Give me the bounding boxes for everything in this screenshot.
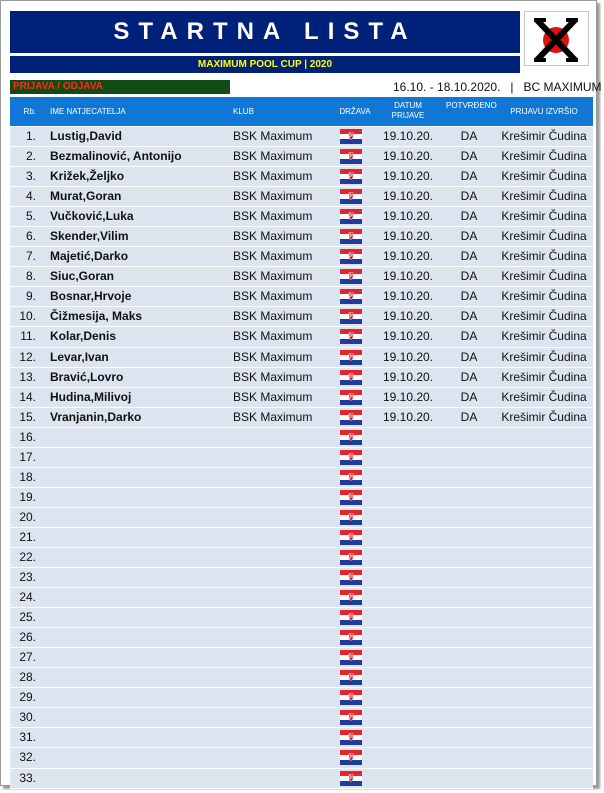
row-number: 22. [19, 549, 36, 564]
country-flag [340, 229, 362, 244]
country-flag [340, 189, 362, 204]
croatia-flag-icon [340, 390, 362, 405]
croatia-flag-icon [340, 450, 362, 465]
confirmation-status: DA [460, 169, 478, 184]
confirmation-status: DA [460, 269, 478, 284]
participant-club: BSK Maximum [233, 129, 313, 143]
registered-by: Krešimir Čudina [501, 149, 587, 164]
participant-name: Kolar,Denis [50, 329, 117, 344]
table-row [10, 307, 593, 327]
row-number: 4. [25, 189, 36, 204]
participant-club: BSK Maximum [233, 389, 313, 404]
participant-club: BSK Maximum [233, 309, 313, 324]
registration-date: 19.10.20. [382, 209, 434, 224]
confirmation-status: DA [460, 409, 478, 424]
event-subtitle: MAXIMUM POOL CUP | 2020 [10, 56, 520, 73]
logo-icon [525, 12, 588, 65]
table-row [10, 408, 593, 428]
participant-list [10, 127, 593, 789]
registration-date: 19.10.20. [382, 409, 434, 424]
croatia-flag-icon [340, 229, 362, 244]
participant-club: BSK Maximum [233, 289, 313, 304]
row-number: 12. [19, 349, 36, 364]
row-number: 5. [25, 209, 36, 224]
croatia-flag-icon [340, 750, 362, 765]
table-row [10, 648, 593, 668]
country-flag [340, 690, 362, 705]
row-number: 8. [25, 269, 36, 284]
table-row [10, 267, 593, 287]
row-number: 27. [19, 650, 36, 665]
participant-club: BSK Maximum [233, 349, 313, 364]
row-number: 15. [19, 409, 36, 424]
confirmation-status: DA [460, 349, 478, 364]
country-flag [340, 550, 362, 565]
confirmation-status: DA [460, 309, 478, 324]
country-flag [340, 350, 362, 365]
table-row [10, 708, 593, 728]
row-number: 28. [19, 670, 36, 685]
participant-name: Vranjanin,Darko [50, 409, 142, 424]
country-flag [340, 209, 362, 224]
croatia-flag-icon [340, 590, 362, 605]
row-number: 32. [19, 750, 36, 765]
country-flag [340, 510, 362, 525]
country-flag [340, 169, 362, 184]
country-flag [340, 610, 362, 625]
col-club: KLUB [233, 107, 254, 116]
row-number: 1. [25, 129, 36, 143]
registration-date: 19.10.20. [382, 389, 434, 404]
participant-name: Skender,Vilim [50, 229, 129, 244]
registered-by: Krešimir Čudina [501, 229, 587, 244]
croatia-flag-icon [340, 249, 362, 264]
participant-name: Vučković,Luka [50, 209, 134, 224]
participant-club: BSK Maximum [233, 329, 313, 344]
table-row [10, 588, 593, 608]
registered-by: Krešimir Čudina [501, 289, 587, 304]
table-row [10, 187, 593, 207]
country-flag [340, 370, 362, 385]
croatia-flag-icon [340, 169, 362, 184]
country-flag [340, 269, 362, 284]
table-row [10, 127, 593, 147]
country-flag [340, 309, 362, 324]
table-row [10, 688, 593, 708]
table-row [10, 628, 593, 648]
country-flag [340, 590, 362, 605]
croatia-flag-icon [340, 570, 362, 585]
participant-club: BSK Maximum [233, 409, 313, 424]
row-number: 23. [19, 570, 36, 585]
row-number: 18. [19, 469, 36, 484]
row-number: 30. [19, 710, 36, 725]
country-flag [340, 771, 362, 786]
participant-name: Križek,Željko [50, 169, 125, 184]
registered-by: Krešimir Čudina [501, 409, 587, 424]
croatia-flag-icon [340, 209, 362, 224]
country-flag [340, 730, 362, 745]
table-row [10, 207, 593, 227]
participant-club: BSK Maximum [233, 249, 313, 264]
croatia-flag-icon [340, 610, 362, 625]
participant-name: Lustig,David [50, 129, 123, 143]
country-flag [340, 710, 362, 725]
table-row [10, 668, 593, 688]
row-number: 13. [19, 369, 36, 384]
row-number: 11. [20, 329, 36, 344]
croatia-flag-icon [340, 670, 362, 685]
row-number: 6. [25, 229, 36, 244]
participant-name: Bezmalinović, Antonijo [50, 149, 182, 164]
table-row [10, 388, 593, 408]
croatia-flag-icon [340, 771, 362, 786]
croatia-flag-icon [340, 470, 362, 485]
row-number: 16. [19, 429, 36, 444]
table-row [10, 508, 593, 528]
registration-date: 19.10.20. [382, 249, 434, 264]
table-row [10, 568, 593, 588]
registration-date: 19.10.20. [382, 289, 434, 304]
table-row [10, 227, 593, 247]
country-flag [340, 630, 362, 645]
prijava-odjava-label: PRIJAVA / ODJAVA [10, 80, 230, 94]
registration-date: 19.10.20. [382, 169, 434, 184]
col-rb: Rb. [23, 107, 36, 116]
registration-date: 19.10.20. [382, 189, 434, 204]
col-confirm: POTVRĐENO [446, 101, 497, 110]
table-header [10, 97, 593, 126]
participant-name: Čižmesija, Maks [50, 309, 143, 324]
registration-date: 19.10.20. [382, 229, 434, 244]
country-flag [340, 289, 362, 304]
row-number: 19. [19, 489, 36, 504]
participant-club: BSK Maximum [233, 189, 313, 204]
row-number: 3. [25, 169, 36, 184]
country-flag [340, 410, 362, 425]
confirmation-status: DA [460, 189, 478, 204]
table-row [10, 448, 593, 468]
table-row [10, 348, 593, 368]
country-flag [340, 490, 362, 505]
croatia-flag-icon [340, 189, 362, 204]
country-flag [340, 149, 362, 164]
croatia-flag-icon [340, 530, 362, 545]
table-row [10, 247, 593, 267]
country-flag [340, 249, 362, 264]
table-row [10, 608, 593, 628]
participant-name: Levar,Ivan [50, 349, 109, 364]
registered-by: Krešimir Čudina [501, 169, 587, 184]
registration-date: 19.10.20. [382, 349, 434, 364]
registered-by: Krešimir Čudina [501, 129, 587, 143]
col-name: IME NATJECATELJA [50, 107, 126, 116]
col-by: PRIJAVU IZVRŠIO [510, 107, 578, 116]
table-row [10, 147, 593, 167]
confirmation-status: DA [460, 129, 478, 143]
participant-name: Murat,Goran [50, 189, 122, 204]
croatia-flag-icon [340, 630, 362, 645]
table-row [10, 287, 593, 307]
table-row [10, 167, 593, 187]
row-number: 9. [25, 289, 36, 304]
registered-by: Krešimir Čudina [501, 269, 587, 284]
table-row [10, 368, 593, 388]
participant-club: BSK Maximum [233, 209, 313, 224]
registration-date: 19.10.20. [382, 329, 434, 344]
row-number: 14. [19, 389, 36, 404]
row-number: 10. [19, 309, 36, 324]
event-dates: 16.10. - 18.10.2020. | BC MAXIMUM [393, 80, 602, 94]
participant-name: Hudina,Milivoj [50, 389, 132, 404]
row-number: 25. [19, 610, 36, 625]
col-date: DATUM PRIJAVE [391, 101, 425, 120]
country-flag [340, 650, 362, 665]
row-number: 17. [19, 449, 36, 464]
table-row [10, 327, 593, 347]
registered-by: Krešimir Čudina [501, 369, 587, 384]
participant-club: BSK Maximum [233, 269, 313, 284]
registered-by: Krešimir Čudina [501, 249, 587, 264]
croatia-flag-icon [340, 410, 362, 425]
croatia-flag-icon [340, 329, 362, 344]
croatia-flag-icon [340, 550, 362, 565]
croatia-flag-icon [340, 510, 362, 525]
registered-by: Krešimir Čudina [501, 309, 587, 324]
confirmation-status: DA [460, 209, 478, 224]
croatia-flag-icon [340, 149, 362, 164]
row-number: 7. [25, 249, 36, 264]
page-title: STARTNA LISTA [10, 11, 520, 53]
col-country: DRŽAVA [339, 107, 371, 116]
row-number: 24. [19, 590, 36, 605]
row-number: 33. [19, 770, 36, 785]
confirmation-status: DA [460, 149, 478, 164]
registered-by: Krešimir Čudina [501, 349, 587, 364]
table-row [10, 748, 593, 768]
participant-club: BSK Maximum [233, 369, 313, 384]
registered-by: Krešimir Čudina [501, 329, 587, 344]
croatia-flag-icon [340, 129, 362, 144]
registered-by: Krešimir Čudina [501, 189, 587, 204]
country-flag [340, 390, 362, 405]
croatia-flag-icon [340, 269, 362, 284]
table-row [10, 528, 593, 548]
registration-date: 19.10.20. [382, 149, 434, 164]
country-flag [340, 750, 362, 765]
row-number: 31. [19, 730, 36, 745]
participant-club: BSK Maximum [233, 169, 313, 184]
participant-name: Bravić,Lovro [50, 369, 124, 384]
row-number: 26. [19, 630, 36, 645]
country-flag [340, 570, 362, 585]
registration-date: 19.10.20. [382, 369, 434, 384]
croatia-flag-icon [340, 490, 362, 505]
croatia-flag-icon [340, 730, 362, 745]
confirmation-status: DA [460, 229, 478, 244]
croatia-flag-icon [340, 309, 362, 324]
row-number: 20. [19, 509, 36, 524]
confirmation-status: DA [460, 289, 478, 304]
country-flag [340, 129, 362, 144]
confirmation-status: DA [460, 369, 478, 384]
registered-by: Krešimir Čudina [501, 389, 587, 404]
croatia-flag-icon [340, 370, 362, 385]
participant-club: BSK Maximum [233, 149, 313, 164]
country-flag [340, 670, 362, 685]
croatia-flag-icon [340, 650, 362, 665]
croatia-flag-icon [340, 710, 362, 725]
participant-name: Bosnar,Hrvoje [50, 289, 132, 304]
registered-by: Krešimir Čudina [501, 209, 587, 224]
table-row [10, 428, 593, 448]
row-number: 2. [25, 149, 36, 164]
country-flag [340, 450, 362, 465]
country-flag [340, 329, 362, 344]
row-number: 29. [19, 690, 36, 705]
table-row [10, 769, 593, 789]
registration-date: 19.10.20. [382, 309, 434, 324]
country-flag [340, 530, 362, 545]
participant-club: BSK Maximum [233, 229, 313, 244]
logo [524, 11, 589, 66]
croatia-flag-icon [340, 289, 362, 304]
registration-date: 19.10.20. [382, 269, 434, 284]
country-flag [340, 470, 362, 485]
confirmation-status: DA [460, 329, 478, 344]
table-row [10, 728, 593, 748]
table-row [10, 488, 593, 508]
participant-name: Siuc,Goran [50, 269, 115, 284]
croatia-flag-icon [340, 430, 362, 445]
confirmation-status: DA [460, 389, 478, 404]
confirmation-status: DA [460, 249, 478, 264]
croatia-flag-icon [340, 350, 362, 365]
country-flag [340, 430, 362, 445]
registration-date: 19.10.20. [382, 129, 434, 143]
row-number: 21. [19, 529, 36, 544]
table-row [10, 548, 593, 568]
table-row [10, 468, 593, 488]
croatia-flag-icon [340, 690, 362, 705]
participant-name: Majetić,Darko [50, 249, 129, 264]
